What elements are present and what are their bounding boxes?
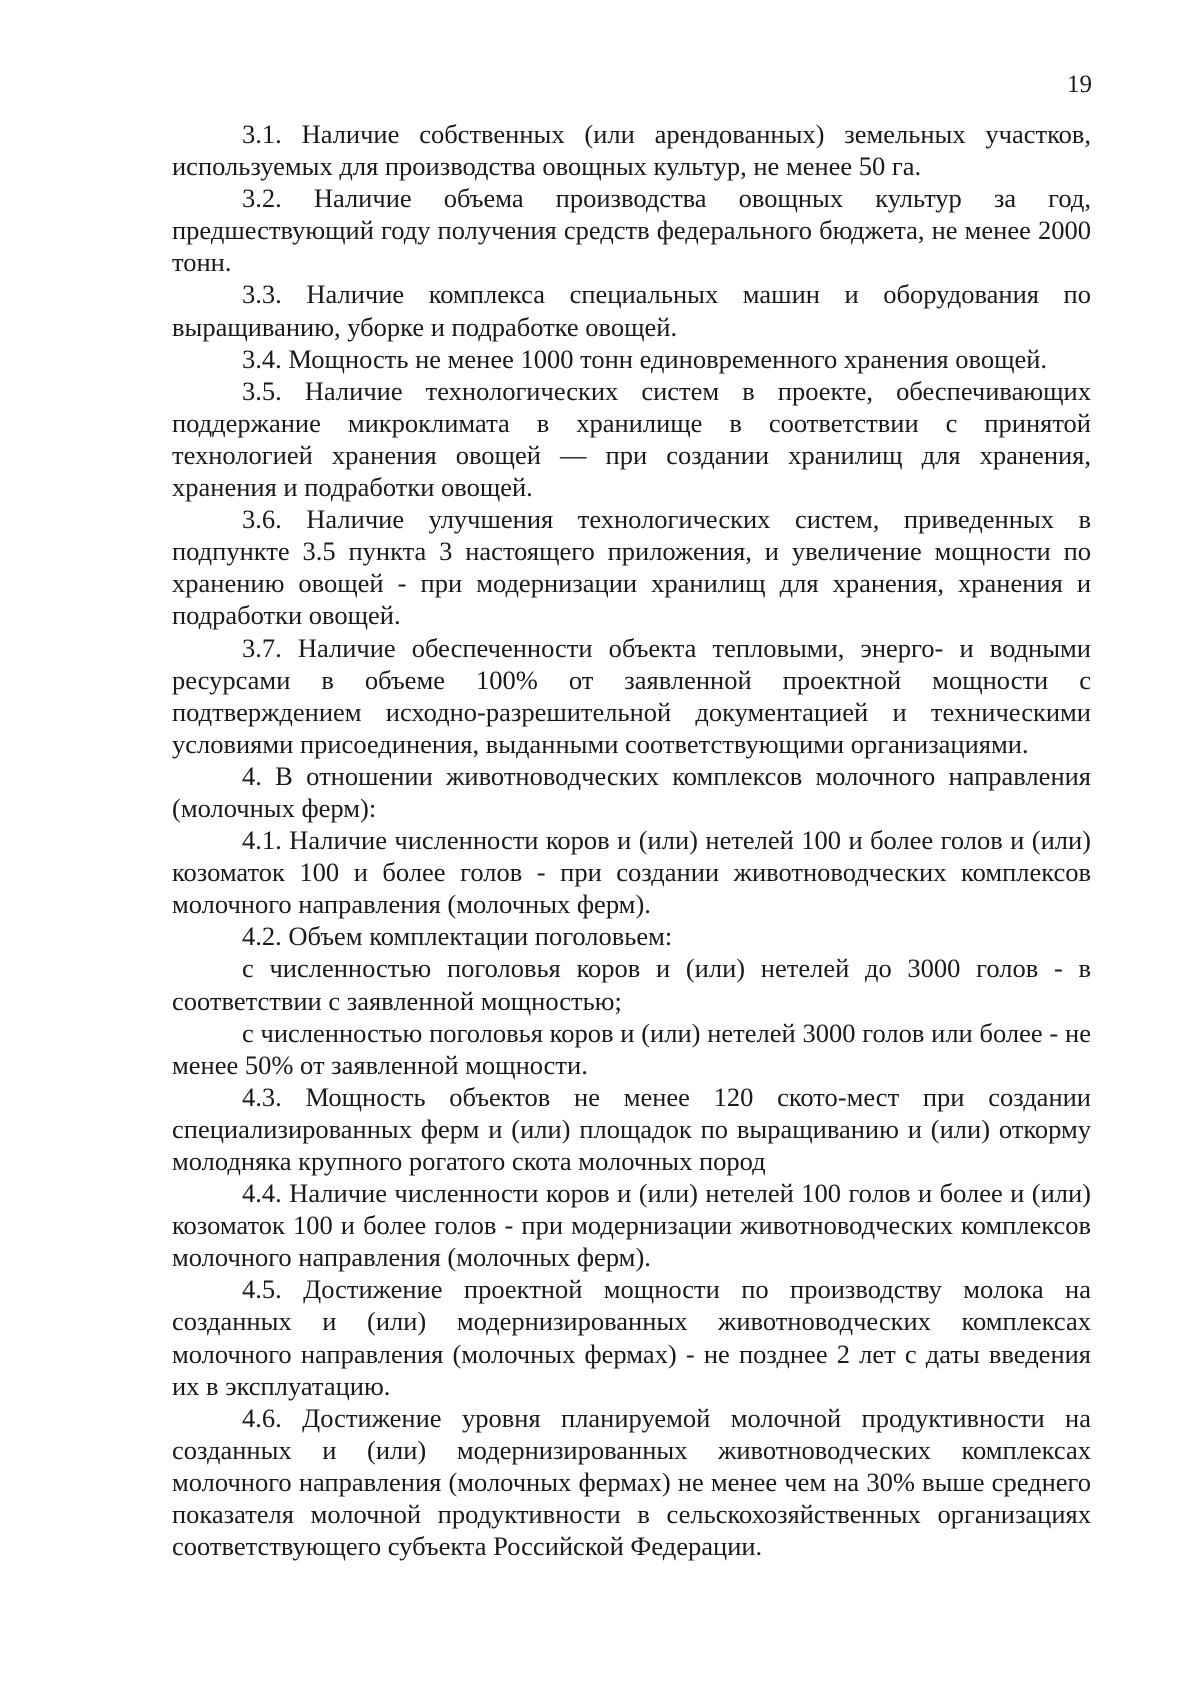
paragraph-3-6: 3.6. Наличие улучшения технологических систем, приведенных в подпункте 3.5 пункта 3 настоящего приложения, и увеличение мощности по хранению овощей - при модернизации хранилищ для хранения, хранения и подработки овощей. <box>172 504 1091 631</box>
paragraph-3-5: 3.5. Наличие технологических систем в проекте, обеспечивающих поддержание микроклимата в хранилище в соответствии с принятой технологией хранения овощей — при создании хранилищ для хранения, хранения и подработки овощей. <box>172 375 1091 503</box>
paragraph-3-1: 3.1. Наличие собственных (или арендованных) земельных участков, используемых для производства овощных культур, не менее 50 га. <box>172 119 1091 182</box>
paragraph-4-3: 4.3. Мощность объектов не менее 120 ското-мест при создании специализированных ферм и (или) площадок по выращиванию и (или) откорму молодняка крупного рогатого скота молочных пород <box>172 1081 1091 1176</box>
document-body <box>172 118 1091 1562</box>
paragraph-3-2: 3.2. Наличие объема производства овощных культур за год, предшествующий году получения средств федерального бюджета, не менее 2000 тонн. <box>172 183 1091 278</box>
paragraph-4: 4. В отношении животноводческих комплексов молочного направления (молочных ферм): <box>172 760 1091 823</box>
paragraph-4-2-b: с численностью поголовья коров и (или) нетелей 3000 голов или более - не менее 50% от заявленной мощности. <box>172 1017 1091 1080</box>
paragraph-3-3: 3.3. Наличие комплекса специальных машин и оборудования по выращиванию, уборке и подработке овощей. <box>172 279 1091 342</box>
paragraph-4-2: 4.2. Объем комплектации поголовьем: <box>242 921 673 952</box>
paragraph-4-4: 4.4. Наличие численности коров и (или) нетелей 100 голов и более и (или) козоматок 100 и более голов - при модернизации животноводческих комплексов молочного направления (молочных ферм). <box>172 1178 1091 1273</box>
paragraph-4-6: 4.6. Достижение уровня планируемой молочной продуктивности на созданных и (или) модернизированных животноводческих комплексах молочного направления (молочных фермах) не менее чем на 30% выше среднего показателя молочной продуктивности в сельскохозяйственных организациях соответствующего субъекта Российской Федерации. <box>172 1402 1091 1562</box>
paragraph-4-1: 4.1. Наличие численности коров и (или) нетелей 100 и более голов и (или) козоматок 100 и более голов - при создании животноводческих комплексов молочного направления (молочных ферм). <box>172 825 1091 920</box>
paragraph-3-7: 3.7. Наличие обеспеченности объекта тепловыми, энерго- и водными ресурсами в объеме 100% от заявленной проектной мощности с подтверждением исходно-разрешительной документацией и техническими условиями присоединения, выданными соответствующими организациями. <box>172 632 1091 759</box>
paragraph-4-5: 4.5. Достижение проектной мощности по производству молока на созданных и (или) модернизированных животноводческих комплексах молочного направления (молочных фермах) - не позднее 2 лет с даты введения их в эксплуатацию. <box>172 1274 1091 1401</box>
page-number: 19 <box>1067 71 1092 98</box>
paragraph-4-2-a: с численностью поголовья коров и (или) нетелей до 3000 голов - в соответствии с заявленной мощностью; <box>172 953 1091 1016</box>
paragraph-3-4: 3.4. Мощность не менее 1000 тонн единовременного хранения овощей. <box>242 343 1048 374</box>
